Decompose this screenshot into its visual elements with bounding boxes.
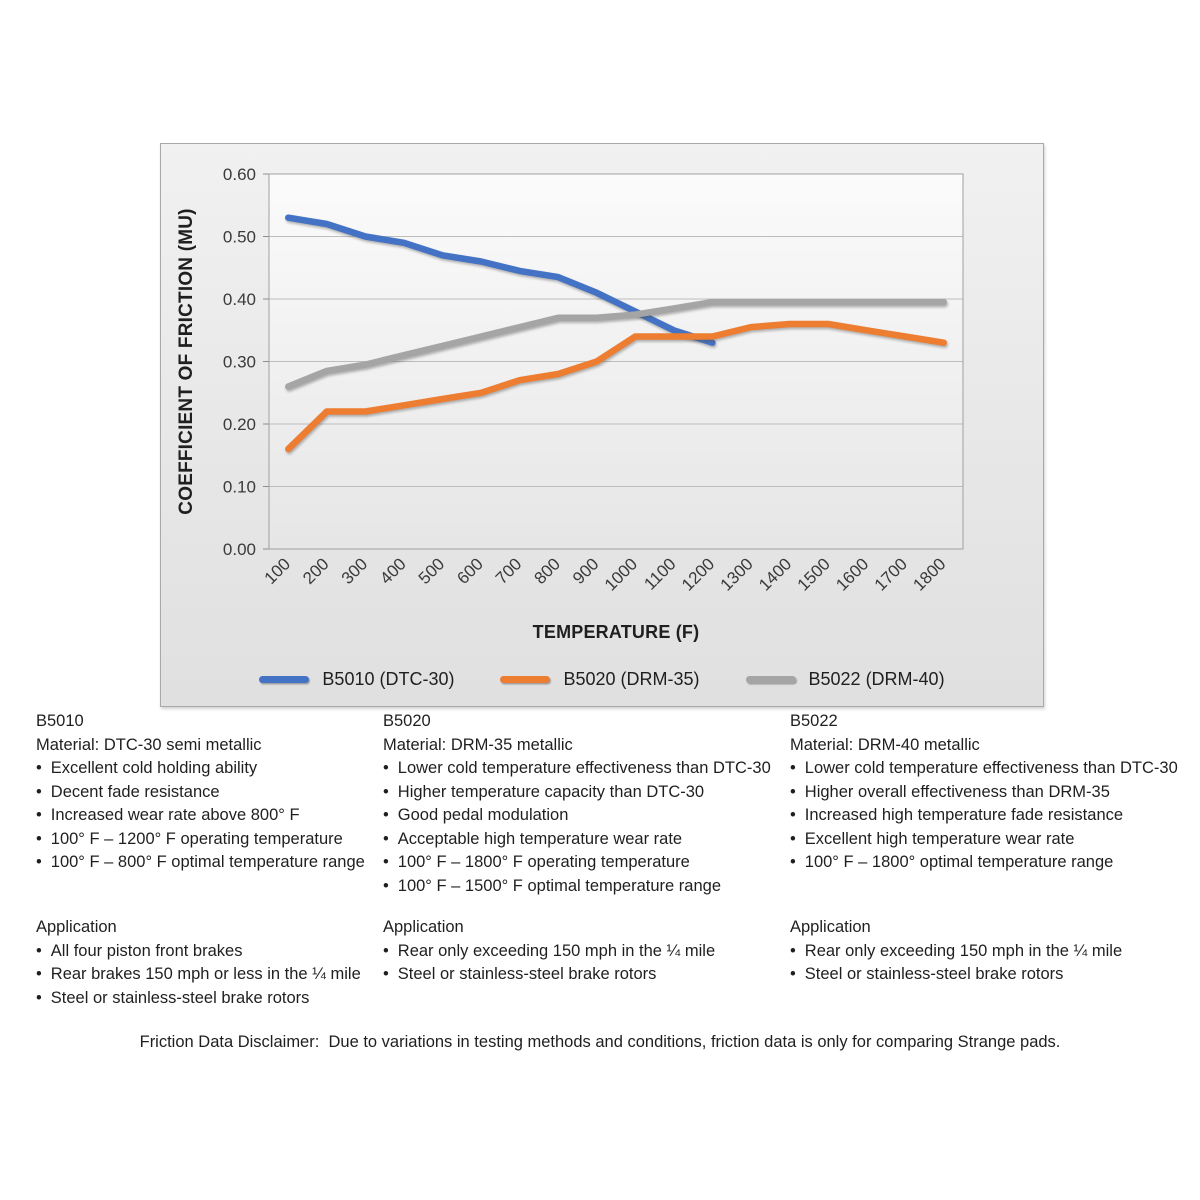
x-axis-tick-label: 1100: [640, 554, 680, 594]
x-axis-tick-label: 100: [260, 554, 295, 588]
legend-label: B5020 (DRM-35): [563, 668, 700, 689]
bullet-item: • Higher temperature capacity than DTC-30: [383, 781, 788, 805]
legend-label: B5022 (DRM-40): [808, 668, 945, 689]
bullet-item: • Excellent cold holding ability: [36, 757, 381, 781]
friction-chart-panel: [160, 143, 1044, 707]
bullet-item: • Steel or stainless-steel brake rotors: [36, 987, 381, 1011]
x-axis-tick-label: 800: [530, 554, 564, 588]
y-axis-tick-label: 0.60: [222, 165, 256, 184]
x-axis-title: TEMPERATURE (F): [532, 622, 700, 642]
y-axis-tick-label: 0.20: [222, 415, 256, 434]
bullet-item: • Rear only exceeding 150 mph in the ¼ mile: [790, 940, 1195, 964]
y-axis-title: COEFFICIENT OF FRICTION (MU): [176, 208, 197, 515]
x-axis-tick-label: 300: [337, 554, 372, 588]
application-list: [383, 940, 788, 987]
bullet-item: • 100° F – 1800° optimal temperature range: [790, 851, 1195, 875]
legend-line-swatch: [259, 676, 309, 683]
product-id: B5022: [790, 712, 838, 730]
bullet-item: • Rear only exceeding 150 mph in the ¼ mile: [383, 940, 788, 964]
product-feature-list: [36, 757, 381, 875]
product-id: B5020: [383, 712, 431, 730]
bullet-item: • Acceptable high temperature wear rate: [383, 828, 788, 852]
bullet-item: • Good pedal modulation: [383, 804, 788, 828]
x-axis-tick-label: 200: [299, 554, 333, 588]
application-title: Application: [790, 918, 871, 936]
product-block-b5020: [383, 710, 788, 898]
legend-line-swatch: [746, 676, 796, 683]
bullet-item: • Higher overall effectiveness than DRM-35: [790, 781, 1195, 805]
friction-data-disclaimer: Friction Data Disclaimer: Due to variations in testing methods and conditions, friction data is only for comparing Strange pads.: [139, 1033, 1061, 1051]
bullet-item: • All four piston front brakes: [36, 940, 381, 964]
bullet-item: • 100° F – 1500° F optimal temperature range: [383, 875, 788, 899]
product-feature-list: [790, 757, 1195, 875]
product-block-b5022: [790, 710, 1195, 875]
legend-item: [746, 669, 945, 690]
bullet-item: • Increased wear rate above 800° F: [36, 804, 381, 828]
x-axis-tick-label: 900: [569, 554, 603, 588]
product-block-b5010: [36, 710, 381, 875]
application-list: [790, 940, 1195, 987]
bullet-item: • Increased high temperature fade resistance: [790, 804, 1195, 828]
application-title: Application: [383, 918, 464, 936]
product-material: Material: DTC-30 semi metallic: [36, 735, 262, 754]
bullet-item: • Steel or stainless-steel brake rotors: [790, 963, 1195, 987]
x-axis-tick-label: 1000: [600, 554, 642, 595]
bullet-item: • 100° F – 800° F optimal temperature range: [36, 851, 381, 875]
y-axis-tick-label: 0.10: [222, 477, 256, 497]
application-block-b5020: [383, 916, 788, 987]
bullet-item: • Lower cold temperature effectiveness than DTC-30: [790, 757, 1195, 781]
legend-item: [259, 669, 454, 690]
x-axis-tick-label: 1700: [870, 554, 911, 595]
application-title: Application: [36, 918, 117, 936]
legend-label: B5010 (DTC-30): [322, 668, 455, 689]
product-id: B5010: [36, 712, 84, 730]
chart-legend: [161, 663, 1043, 695]
x-axis-tick-label: 600: [453, 554, 487, 588]
x-axis-tick-label: 1500: [793, 554, 834, 595]
x-axis-tick-label: 1300: [716, 554, 757, 595]
x-axis-tick-label: 400: [376, 554, 410, 588]
bullet-item: • 100° F – 1200° F operating temperature: [36, 828, 381, 852]
application-block-b5010: [36, 916, 381, 1010]
bullet-item: • 100° F – 1800° F operating temperature: [383, 851, 788, 875]
y-axis-tick-label: 0.30: [222, 352, 256, 372]
y-axis-tick-label: 0.50: [222, 227, 256, 247]
bullet-item: • Excellent high temperature wear rate: [790, 828, 1195, 852]
product-feature-list: [383, 757, 788, 898]
product-material: Material: DRM-35 metallic: [383, 735, 573, 754]
application-list: [36, 940, 381, 1011]
y-axis-tick-label: 0.40: [222, 290, 256, 309]
bullet-item: • Rear brakes 150 mph or less in the ¼ mile: [36, 963, 381, 987]
bullet-item: • Steel or stainless-steel brake rotors: [383, 963, 788, 987]
x-axis-tick-label: 700: [491, 554, 526, 588]
friction-line-chart: [161, 144, 1045, 708]
y-axis-tick-label: 0.00: [222, 540, 256, 559]
x-axis-tick-label: 1200: [678, 554, 719, 595]
legend-item: [500, 669, 699, 690]
x-axis-tick-label: 1600: [832, 554, 873, 595]
x-axis-tick-label: 1400: [755, 554, 796, 595]
bullet-item: • Lower cold temperature effectiveness than DTC-30: [383, 757, 788, 781]
x-axis-tick-label: 1800: [909, 554, 950, 595]
product-material: Material: DRM-40 metallic: [790, 735, 980, 754]
application-block-b5022: [790, 916, 1195, 987]
legend-line-swatch: [500, 676, 550, 683]
x-axis-tick-label: 500: [414, 554, 449, 588]
bullet-item: • Decent fade resistance: [36, 781, 381, 805]
